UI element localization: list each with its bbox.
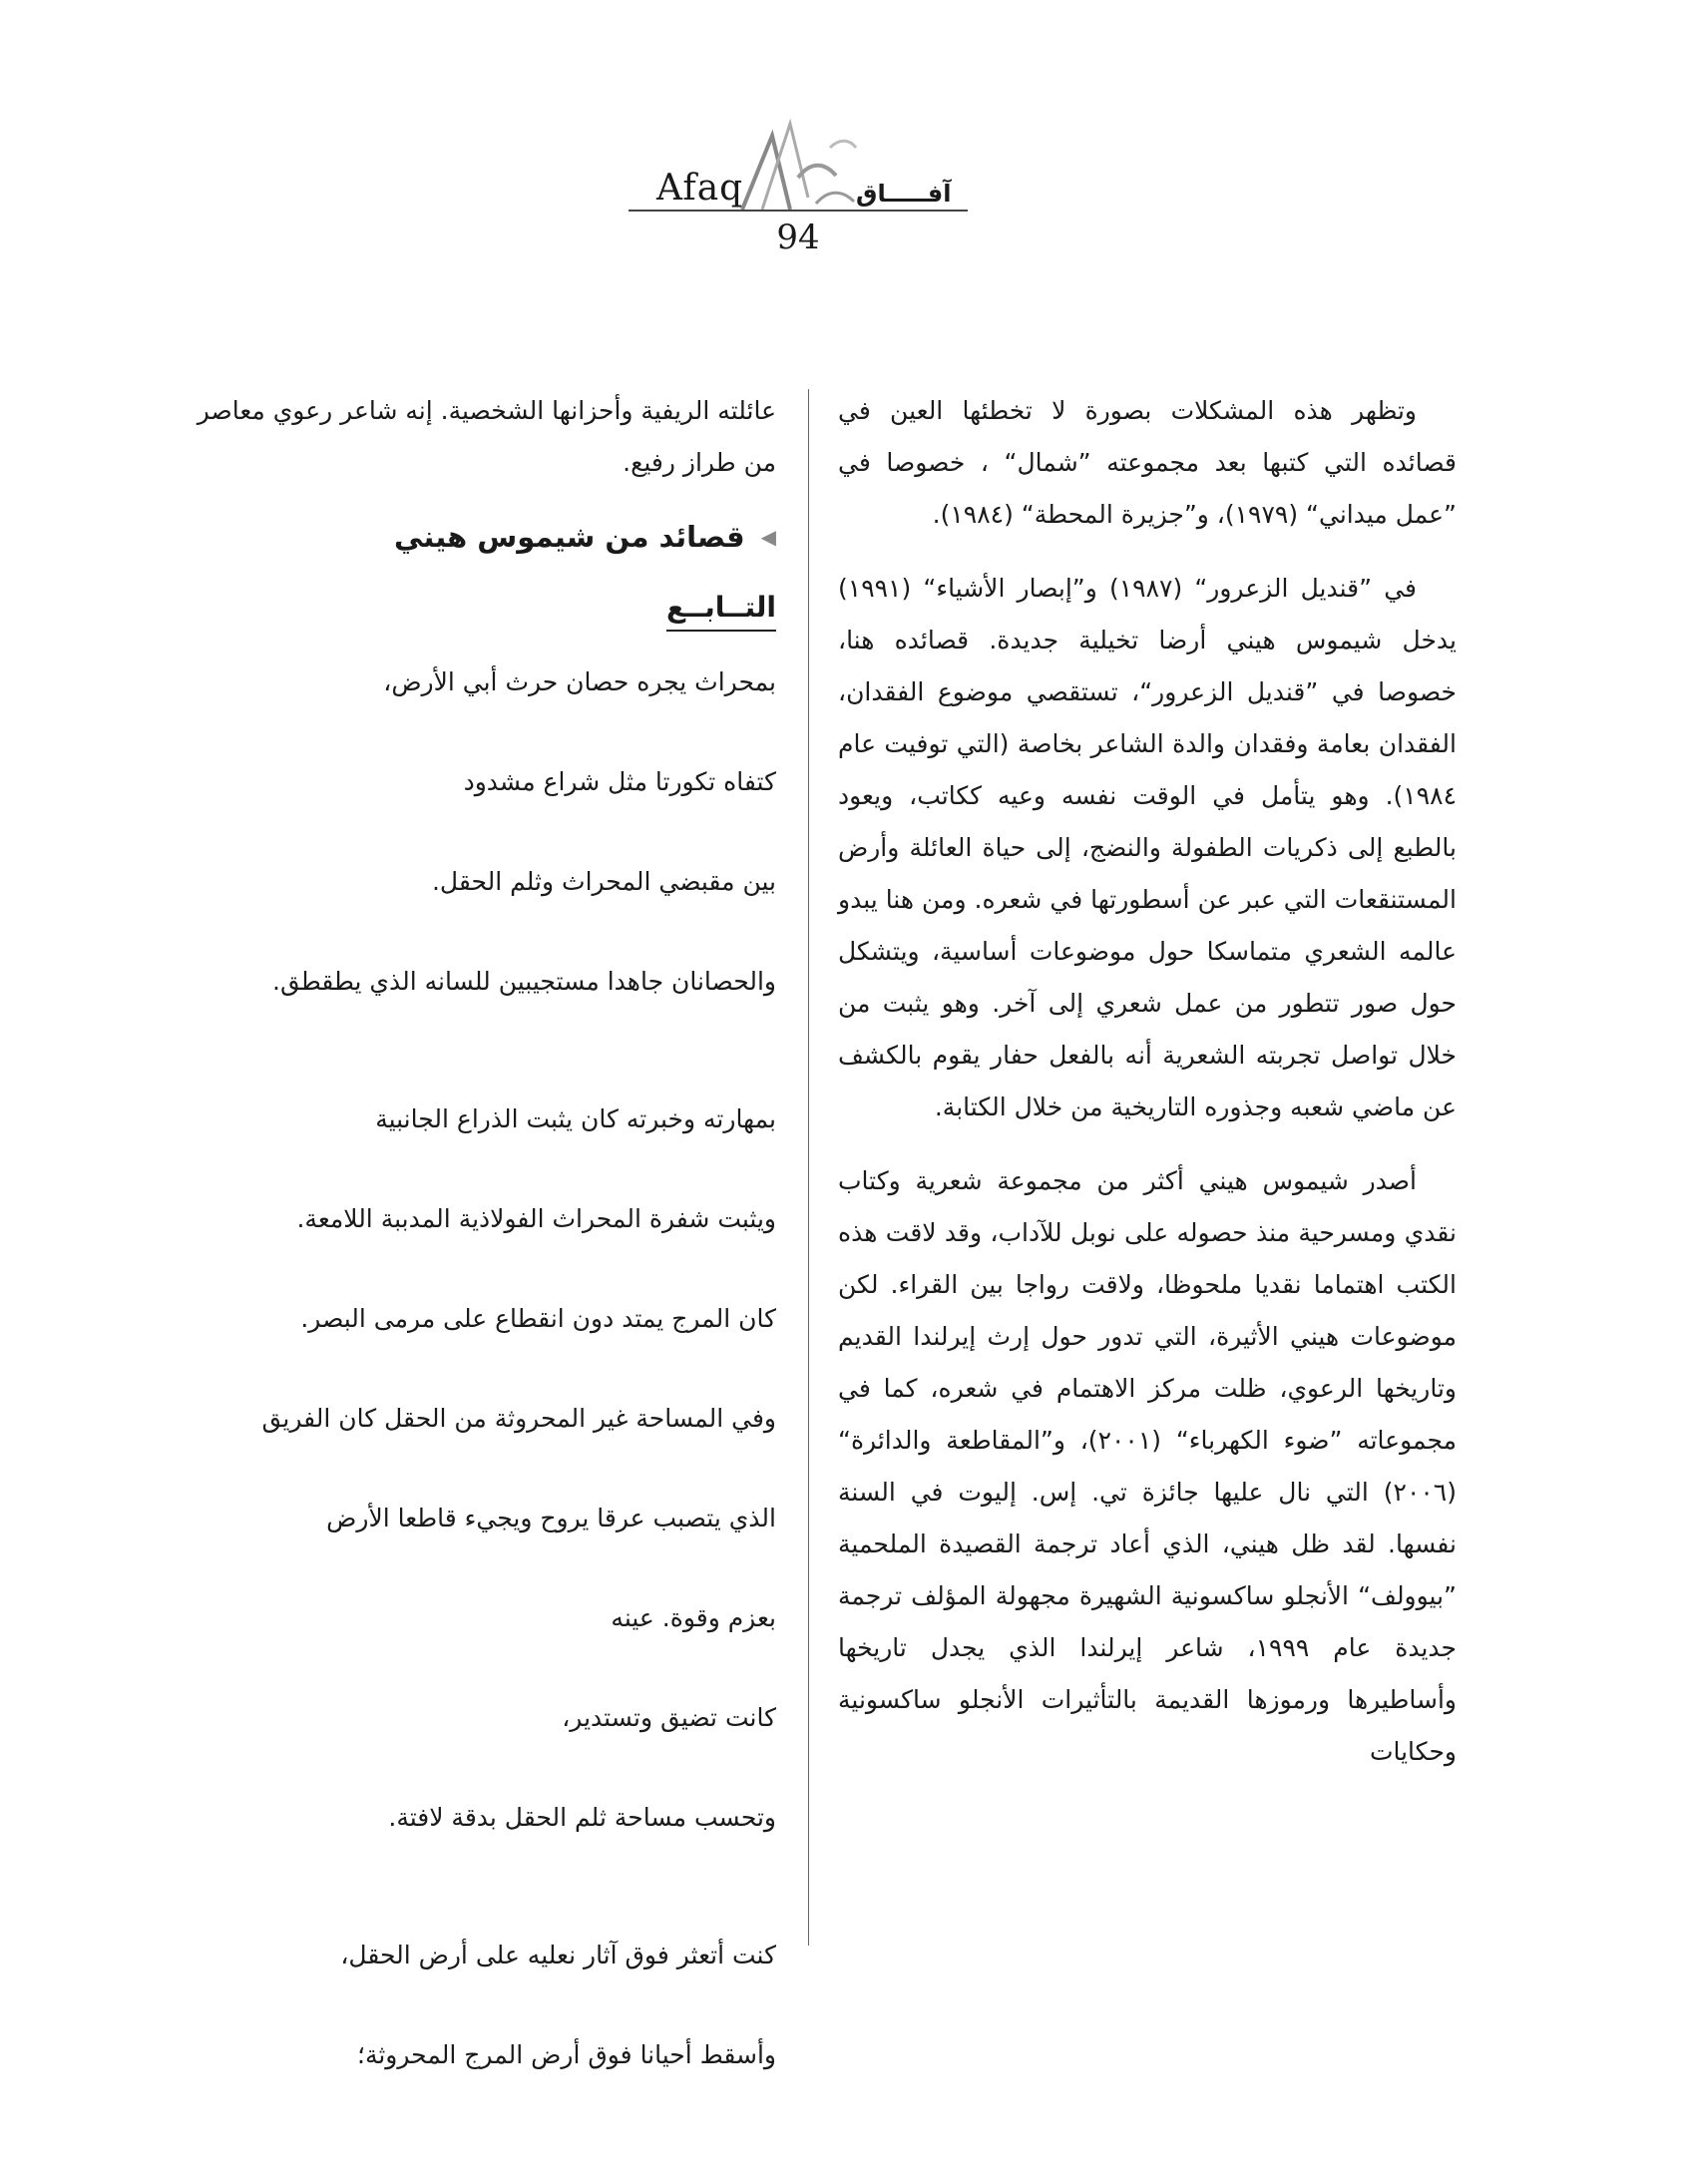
verse-line: بعزم وقوة. عينه: [611, 1603, 776, 1632]
verse-line: وتحسب مساحة ثلم الحقل بدقة لافتة.: [388, 1803, 776, 1832]
section-heading-text: قصائد من شيموس هيني: [394, 520, 745, 554]
poem-title: التــابــع: [666, 586, 776, 632]
column-divider: [808, 389, 809, 1946]
poem-stanza: [178, 1081, 776, 1857]
magazine-title-arabic: آفـــــاق: [856, 180, 952, 208]
paragraph: وتظهر هذه المشكلات بصورة لا تخطئها العين في قصائده التي كتبها بعد مجموعته ”شمال“ ، خصوصا في ”عمل ميداني“ (١٩٧٩)، و”جزيرة المحطة“ (١٩٨٤).: [838, 396, 1457, 529]
poem-stanza: [178, 1917, 776, 2094]
verse-line: كان المرج يمتد دون انقطاع على مرمى البصر.: [300, 1304, 776, 1333]
right-column: [838, 385, 1457, 1800]
verse-line: كتفاه تكورتا مثل شراع مشدود: [463, 767, 776, 796]
triangle-bullet-icon: ◀: [760, 525, 776, 549]
left-column: [178, 385, 776, 2154]
verse-line: وأسقط أحيانا فوق أرض المرج المحروثة؛: [357, 2040, 776, 2069]
verse-line: وفي المساحة غير المحروثة من الحقل كان الفريق: [261, 1404, 776, 1433]
paragraph: في ”قنديل الزعرور“ (١٩٨٧) و”إبصار الأشياء“ (١٩٩١) يدخل شيموس هيني أرضا تخيلية جديدة. قصائده هنا، خصوصا في ”قنديل الزعرور“، تستقصي موضوع الفقدان، الفقدان بعامة وفقدان والدة الشاعر بخاصة (التي توفيت عام ١٩٨٤). وهو يتأمل في الوقت نفسه وعيه ككاتب، ويعود بالطبع إلى ذكريات الطفولة والنضج، إلى حياة العائلة وأرض المستنقعات التي عبر عن أسطورتها في شعره. ومن هنا يبدو عالمه الشعري متماسكا حول موضوعات أساسية، ويتشكل حول صور تتطور من عمل شعري إلى آخر. وهو يثبت من خلال تواصل تجربته الشعرية أنه بالفعل حفار يقوم بالكشف عن ماضي شعبه وجذوره التاريخية من خلال الكتابة.: [838, 574, 1457, 1121]
verse-line: بمحراث يجره حصان حرث أبي الأرض،: [383, 667, 776, 696]
page-number: 94: [776, 218, 820, 257]
verse-line: ويثبت شفرة المحراث الفولاذية المدببة اللامعة.: [296, 1204, 776, 1233]
verse-line: كانت تضيق وتستدير،: [562, 1703, 776, 1732]
header-rule: [629, 210, 968, 212]
verse-line: بين مقبضي المحراث وثلم الحقل.: [431, 867, 776, 896]
intro-paragraph: عائلته الريفية وأحزانها الشخصية. إنه شاعر رعوي معاصر من طراز رفيع.: [197, 396, 776, 477]
poem-stanza: [178, 644, 776, 1021]
paragraph: أصدر شيموس هيني أكثر من مجموعة شعرية وكتاب نقدي ومسرحية منذ حصوله على نوبل للآداب، وقد لاقت هذه الكتب اهتماما نقديا ملحوظا، ولاقت رواجا بين القراء. لكن موضوعات هيني الأثيرة، التي تدور حول إرث إيرلندا القديم وتاريخها الرعوي، ظلت مركز الاهتمام في شعره، كما في مجموعاته ”ضوء الكهرباء“ (٢٠٠١)، و”المقاطعة والدائرة“ (٢٠٠٦) التي نال عليها جائزة تي. إس. إليوت في السنة نفسها. لقد ظل هيني، الذي أعاد ترجمة القصيدة الملحمية ”بيوولف“ الأنجلو ساكسونية الشهيرة مجهولة المؤلف ترجمة جديدة عام ١٩٩٩، شاعر إيرلندا الذي يجدل تاريخها وأساطيرها ورموزها القديمة بالتأثيرات الأنجلو ساكسونية وحكايات: [838, 1166, 1457, 1766]
verse-line: بمهارته وخبرته كان يثبت الذراع الجانبية: [375, 1104, 776, 1133]
magazine-logo-icon: [732, 118, 862, 218]
verse-line: كنت أتعثر فوق آثار نعليه على أرض الحقل،: [340, 1941, 776, 1969]
page-header: [629, 118, 968, 257]
section-heading: [178, 511, 776, 563]
magazine-title-latin: Afaq: [656, 168, 744, 209]
verse-line: والحصانان جاهدا مستجيبين للسانه الذي يطقطق.: [272, 967, 776, 996]
verse-line: الذي يتصبب عرقا يروح ويجيء قاطعا الأرض: [326, 1504, 776, 1532]
